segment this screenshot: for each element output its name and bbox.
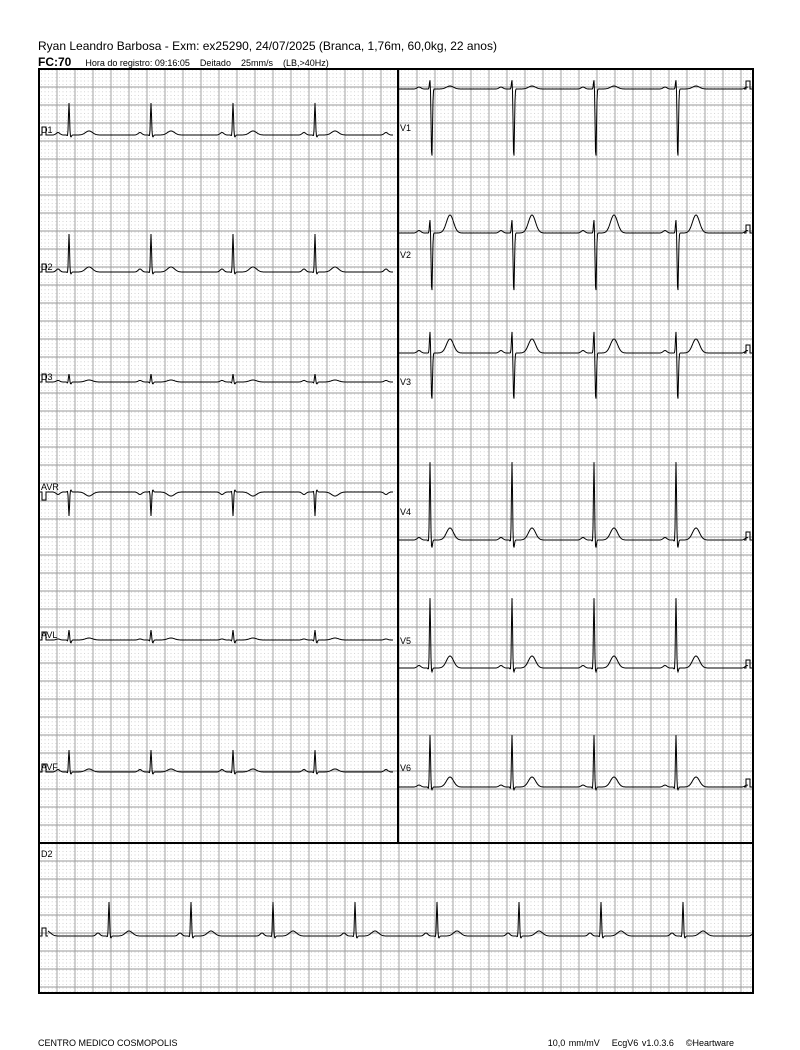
lead-label-right-0: V1	[400, 123, 412, 133]
lead-label-right-3: V4	[400, 507, 412, 517]
lead-label-right-1: V2	[400, 250, 412, 260]
grid-dots	[39, 69, 753, 993]
lead-label-left-1: D2	[41, 262, 53, 272]
clinic-name: CENTRO MEDICO COSMOPOLIS	[38, 1038, 178, 1048]
lead-label-left-4: AVL	[41, 630, 58, 640]
record-time: Hora do registro: 09:16:05	[85, 58, 190, 68]
vendor-name: ©Heartware	[685, 1038, 734, 1048]
paper-speed: 25mm/s	[240, 58, 273, 68]
gain-setting: 10,0 mm/mV	[547, 1038, 600, 1048]
patient-position: Deitado	[199, 58, 231, 68]
lead-label-left-0: D1	[41, 125, 53, 135]
lead-label-right-4: V5	[400, 636, 412, 646]
lead-label-left-5: AVF	[41, 762, 58, 772]
heart-rate: FC:70	[38, 55, 72, 69]
lead-label-left-2: D3	[41, 372, 53, 382]
lead-label-right-5: V6	[400, 763, 412, 773]
lead-label-rhythm: D2	[41, 849, 53, 859]
patient-header: Ryan Leandro Barbosa - Exm: ex25290, 24/07/2025 (Branca, 1,76m, 60,0kg, 22 anos)	[38, 39, 497, 53]
footer-info	[536, 1038, 734, 1048]
lead-label-left-3: AVR	[41, 482, 59, 492]
lead-label-right-2: V3	[400, 377, 412, 387]
software-version: EcgV6 v1.0.3.6	[611, 1038, 674, 1048]
filter-setting: (LB,>40Hz)	[282, 58, 329, 68]
ecg-grid	[39, 69, 753, 993]
